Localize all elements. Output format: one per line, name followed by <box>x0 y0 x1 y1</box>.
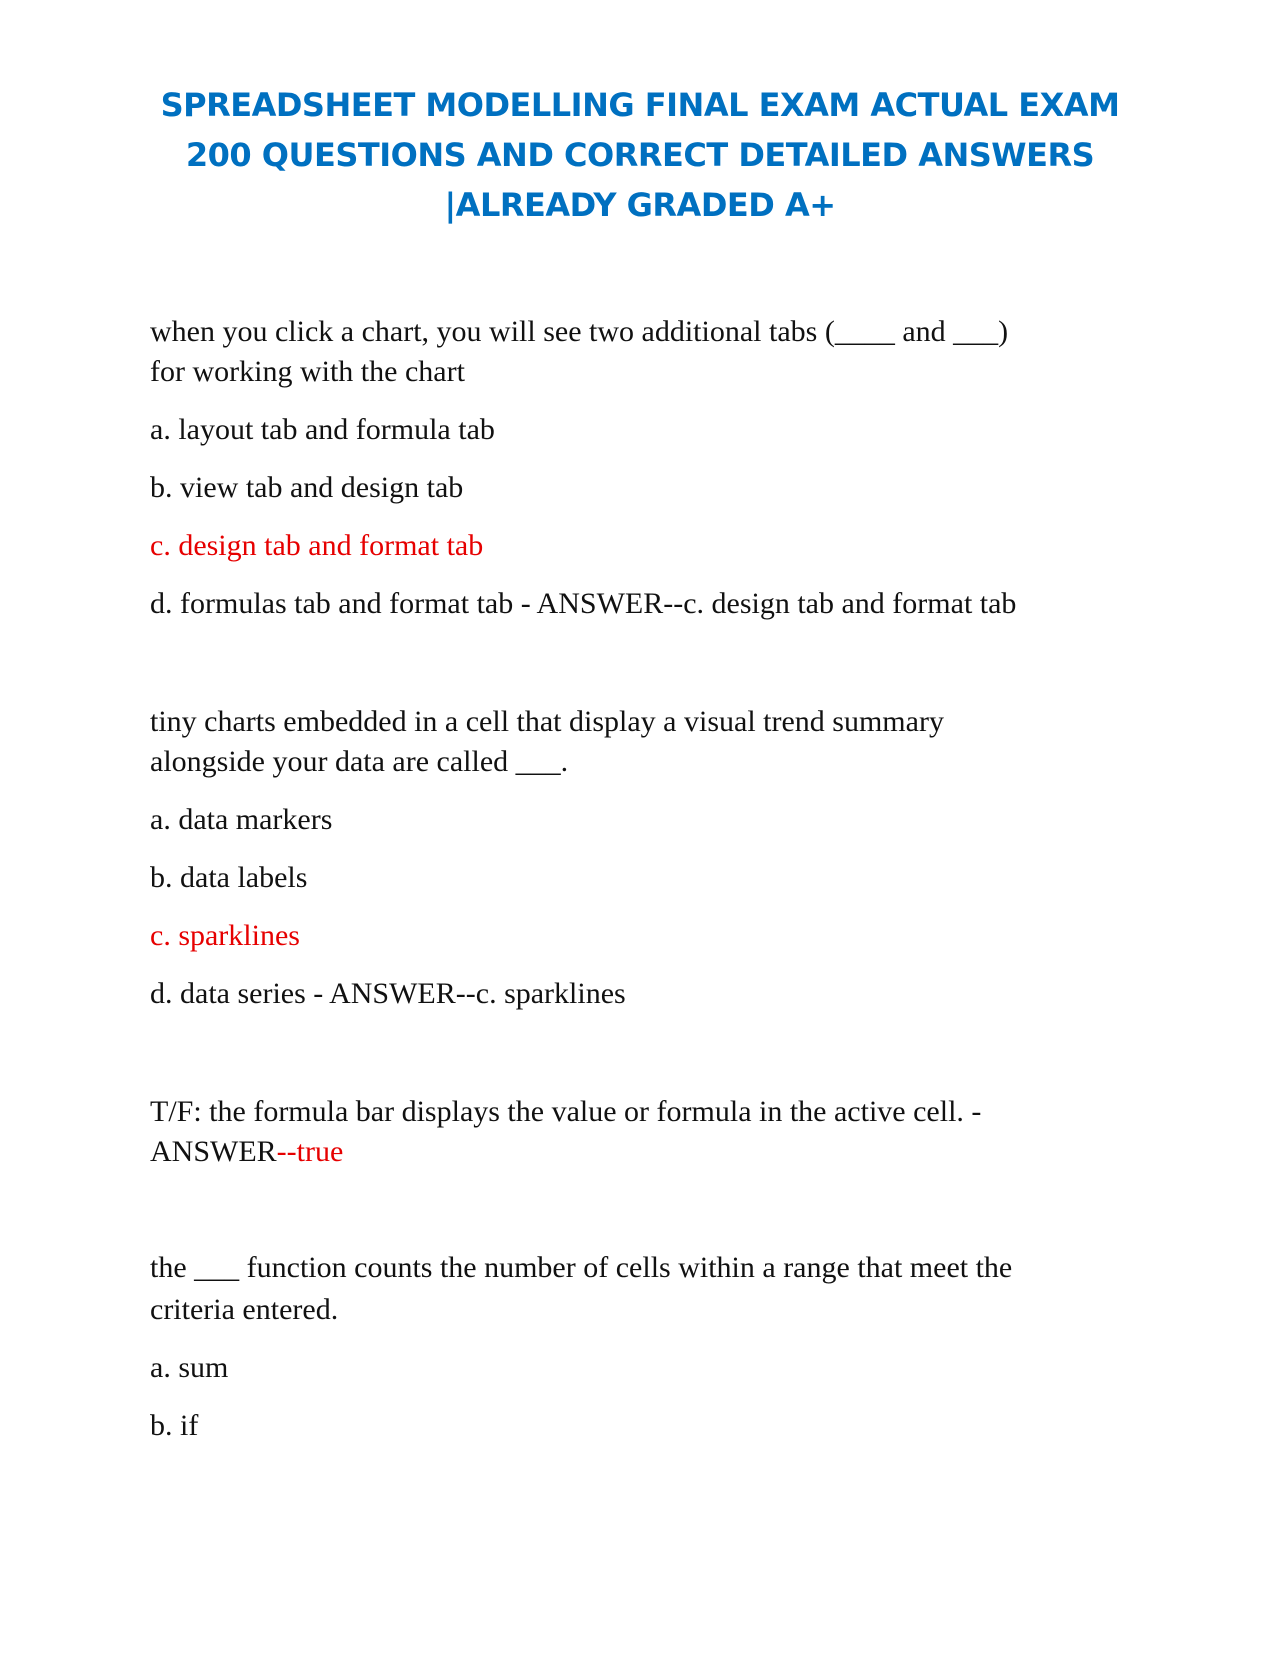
q3-answer-label: ANSWER <box>150 1135 277 1168</box>
q4-stem-line-2: criteria entered. <box>150 1293 339 1326</box>
q4-stem-line-1: the ___ function counts the number of cells within a range that meet the <box>150 1251 1013 1284</box>
q1-option-a: a. layout tab and formula tab <box>150 413 495 446</box>
q1-option-c-correct: c. design tab and format tab <box>150 529 484 562</box>
q1-option-d-answer: d. formulas tab and format tab - ANSWER--c. design tab and format tab <box>150 587 1017 620</box>
q2-option-d-answer: d. data series - ANSWER--c. sparklines <box>150 977 626 1010</box>
q4-option-b: b. if <box>150 1409 199 1442</box>
q2-option-c-correct: c. sparklines <box>150 919 300 952</box>
title-line-3: |ALREADY GRADED A+ <box>444 186 836 224</box>
q2-option-a: a. data markers <box>150 803 333 836</box>
title-line-2: 200 QUESTIONS AND CORRECT DETAILED ANSWERS <box>185 136 1095 174</box>
q2-stem-line-2: alongside your data are called ___. <box>150 745 569 778</box>
q1-option-b: b. view tab and design tab <box>150 471 464 504</box>
q2-option-b: b. data labels <box>150 861 308 894</box>
q1-stem-line-2: for working with the chart <box>150 355 465 388</box>
q3-stem-line-2 <box>150 1134 343 1170</box>
q1-stem-line-1: when you click a chart, you will see two additional tabs (____ and ___) <box>150 315 1009 348</box>
title-line-1: SPREADSHEET MODELLING FINAL EXAM ACTUAL EXAM <box>160 86 1120 124</box>
document-title <box>140 80 1140 230</box>
q4-option-a: a. sum <box>150 1351 229 1384</box>
q3-stem-line-1: T/F: the formula bar displays the value or formula in the active cell. - <box>150 1095 982 1128</box>
q2-stem-line-1: tiny charts embedded in a cell that display a visual trend summary <box>150 705 944 738</box>
q3-answer-value: --true <box>276 1135 344 1168</box>
